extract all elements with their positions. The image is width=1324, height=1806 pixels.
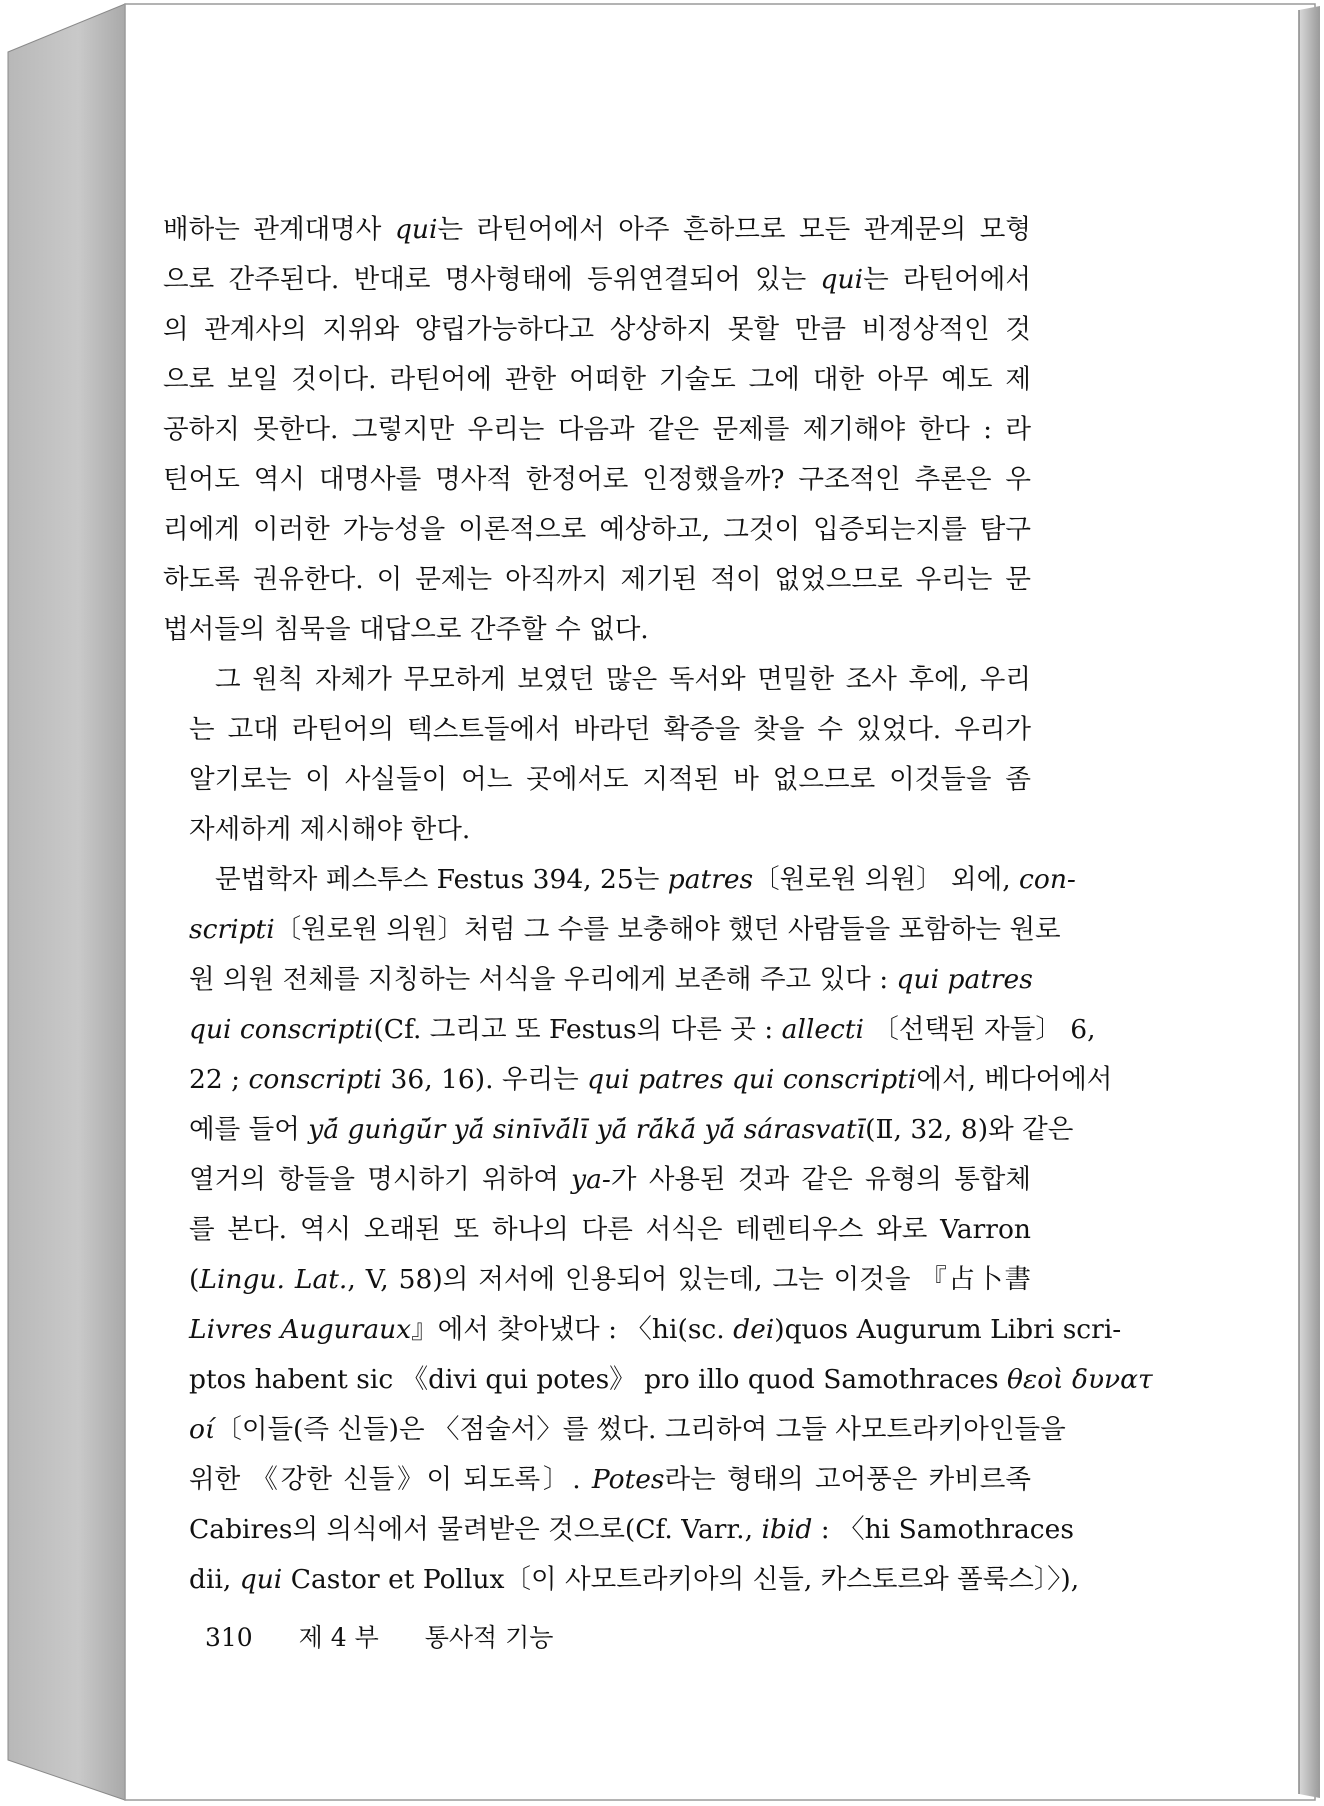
text-line: 자세하게 제시해야 한다. [189,814,471,845]
italic-term: dei [733,1314,775,1345]
italic-term: qui [820,264,864,295]
italic-term: patres [667,864,754,895]
paragraph [163,655,1031,855]
paragraph [163,205,1031,655]
page-number: 310 [205,1623,253,1652]
italic-term: Lingu. Lat. [199,1264,348,1295]
text-line: 위한 《강한 신들》이 되도록〕. Potes라는 형태의 고어풍은 카비르족 [189,1464,1032,1495]
page-footer [205,1618,591,1654]
italic-term: qui [394,214,438,245]
italic-term: ya- [571,1164,611,1195]
text-line: 리에게 이러한 가능성을 이론적으로 예상하고, 그것이 입증되는지를 탐구 [163,514,1031,545]
chapter-title: 통사적 기능 [424,1623,554,1652]
text-line: 의 관계사의 지위와 양립가능하다고 상상하지 못할 만큼 비정상적인 것 [163,314,1031,345]
text-line: 예를 들어 yā́ guṅgū́r yā́ sinīvā́lī yā́ rā́kā́ yā́ sárasvatī(Ⅱ, 32, 8)와 같은 [189,1114,1074,1145]
italic-term: qui conscripti [189,1014,374,1045]
text-line: 으로 보일 것이다. 라틴어에 관한 어떠한 기술도 그에 대한 아무 예도 제 [163,364,1031,395]
text-line: ptos habent sic 《divi qui potes》 pro illo quod Samothraces θεοὶ δυνατ [189,1364,1153,1395]
italic-term: conscripti [248,1064,383,1095]
body-text [163,205,1153,1605]
text-line: Cabires의 의식에서 물려받은 것으로(Cf. Varr., ibid : 〈hi Samothraces [189,1514,1074,1545]
italic-term: οί [189,1414,216,1445]
italic-term: con- [1019,864,1076,895]
italic-term: allecti [781,1014,864,1045]
text-line: Livres Auguraux』에서 찾아냈다 : 〈hi(sc. dei)quos Augurum Libri scri- [189,1314,1122,1345]
text-line: 하도록 권유한다. 이 문제는 아직까지 제기된 적이 없었으므로 우리는 문 [163,564,1031,595]
paragraph [163,855,1153,1605]
text-line: (Lingu. Lat., V, 58)의 저서에 인용되어 있는데, 그는 이것을 『占卜書 [189,1264,1031,1295]
text-line: scripti〔원로원 의원〕처럼 그 수를 보충해야 했던 사람들을 포함하는 원로 [189,914,1061,945]
italic-term: Livres Auguraux [189,1314,412,1345]
book-spine [8,4,125,1800]
text-line: 틴어도 역시 대명사를 명사적 한정어로 인정했을까? 구조적인 추론은 우 [163,464,1031,495]
italic-term: qui patres qui conscripti [587,1064,917,1095]
text-line: οί〔이들(즉 신들)은 〈점술서〉를 썼다. 그리하여 그들 사모트라키아인들을 [189,1414,1066,1445]
text-line: 문법학자 페스투스 Festus 394, 25는 patres〔원로원 의원〕 외에, con- [215,864,1076,895]
text-line: 는 고대 라틴어의 텍스트들에서 바라던 확증을 찾을 수 있었다. 우리가 [189,714,1031,745]
part-label: 제 4 부 [298,1623,379,1652]
text-line: 배하는 관계대명사 qui는 라틴어에서 아주 흔하므로 모든 관계문의 모형 [163,214,1031,245]
text-line: 법서들의 침묵을 대답으로 간주할 수 없다. [163,614,649,645]
italic-term: θεοὶ δυνατ [1007,1364,1153,1395]
page-stack-edge [1299,6,1320,1798]
italic-term: scripti [189,914,275,945]
text-line: 알기로는 이 사실들이 어느 곳에서도 지적된 바 없으므로 이것들을 좀 [189,764,1031,795]
text-line: qui conscripti(Cf. 그리고 또 Festus의 다른 곳 : allecti 〔선택된 자들〕 6, [189,1014,1096,1045]
text-line: dii, qui Castor et Pollux〔이 사모트라키아의 신들, 카스토르와 폴룩스〕〉), [189,1564,1080,1595]
italic-term: Potes [591,1464,665,1495]
text-line: 으로 간주된다. 반대로 명사형태에 등위연결되어 있는 qui는 라틴어에서 [163,264,1031,295]
text-line: 열거의 항들을 명시하기 위하여 ya-가 사용된 것과 같은 유형의 통합체 [189,1164,1031,1195]
text-line: 공하지 못한다. 그렇지만 우리는 다음과 같은 문제를 제기해야 한다 : 라 [163,414,1031,445]
text-line: 원 의원 전체를 지칭하는 서식을 우리에게 보존해 주고 있다 : qui patres [189,964,1033,995]
text-line: 그 원칙 자체가 무모하게 보였던 많은 독서와 면밀한 조사 후에, 우리 [215,664,1031,695]
text-line: 를 본다. 역시 오래된 또 하나의 다른 서식은 테렌티우스 와로 Varron [189,1214,1031,1245]
italic-term: qui patres [896,964,1033,995]
italic-term: ibid [761,1514,813,1545]
text-line: 22 ; conscripti 36, 16). 우리는 qui patres qui conscripti에서, 베다어에서 [189,1064,1113,1095]
italic-term: qui [239,1564,283,1595]
italic-term: yā́ guṅgū́r yā́ sinīvā́lī yā́ rā́kā́ yā́ sárasvatī [308,1114,866,1145]
